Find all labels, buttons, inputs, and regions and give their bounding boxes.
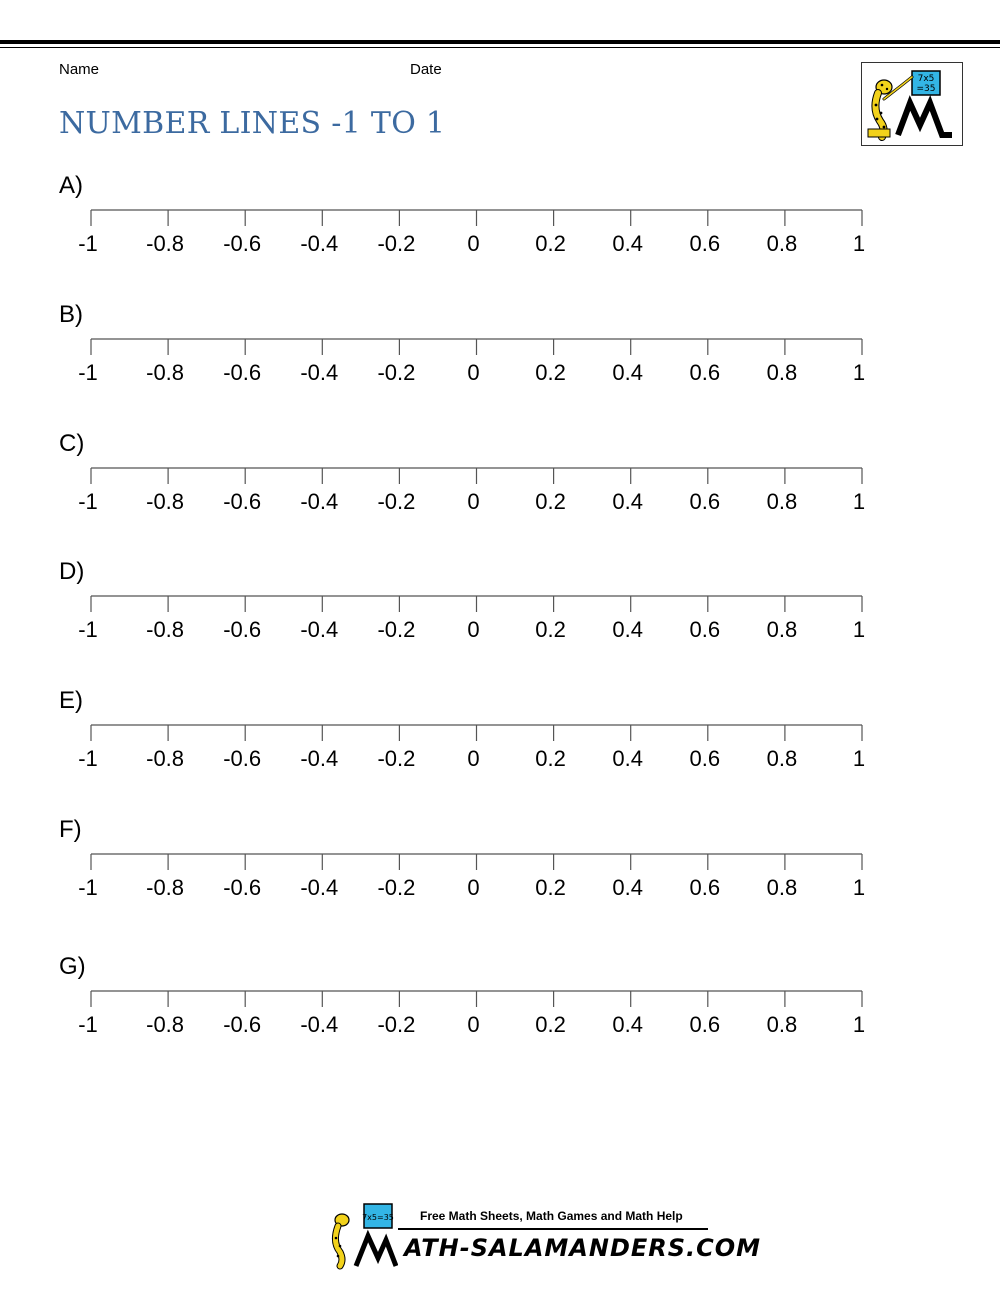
footer [326, 1200, 762, 1270]
tick-label: 0.8 [766, 617, 798, 642]
problem-label: G) [59, 953, 86, 980]
tick-label: -0.2 [377, 746, 416, 771]
problem-3 [0, 430, 1000, 520]
tick-label: 0.2 [535, 875, 566, 900]
tick-label: -0.2 [377, 489, 416, 514]
tick-label: 0.2 [535, 489, 566, 514]
footer-divider [398, 1228, 708, 1230]
tick-label: -0.6 [223, 1012, 262, 1037]
tick-label: 0.8 [766, 360, 798, 385]
tick-label: -0.2 [377, 617, 416, 642]
problem-label: C) [59, 430, 85, 457]
tick-label: 0 [467, 231, 480, 256]
tick-label: -0.6 [223, 489, 262, 514]
tick-label: 0.6 [689, 875, 721, 900]
tick-label: 0 [467, 1012, 480, 1037]
problem-2 [0, 301, 1000, 391]
number-line [0, 301, 1000, 391]
tick-label: -0.4 [300, 489, 339, 514]
tick-label: 1 [852, 875, 866, 900]
tick-label: 0.6 [689, 617, 721, 642]
footer-site-name: ATH-SALAMANDERS.COM [404, 1234, 762, 1262]
problem-6 [0, 816, 1000, 906]
number-line [0, 558, 1000, 648]
tick-label: -0.2 [377, 360, 416, 385]
footer-tagline: Free Math Sheets, Math Games and Math Help [420, 1209, 683, 1223]
problem-label: E) [59, 687, 83, 714]
tick-label: 0 [467, 360, 480, 385]
tick-label: -0.8 [146, 746, 185, 771]
tick-label: -1 [78, 360, 98, 385]
top-rule-thick [0, 40, 1000, 44]
logo-board-text-2: =35 [916, 84, 936, 94]
problem-4 [0, 558, 1000, 648]
problem-label: B) [59, 301, 83, 328]
tick-label: -1 [78, 746, 98, 771]
problem-1 [0, 172, 1000, 262]
footer-board-text: 7x5=35 [362, 1213, 394, 1222]
tick-label: 0 [467, 617, 480, 642]
tick-label: -0.6 [223, 617, 262, 642]
number-line [0, 687, 1000, 777]
tick-label: 0.2 [535, 231, 566, 256]
number-line [0, 172, 1000, 262]
tick-label: 1 [852, 360, 866, 385]
tick-label: -1 [78, 231, 98, 256]
tick-label: 0 [467, 746, 480, 771]
tick-label: 0.8 [766, 231, 798, 256]
tick-label: -0.8 [146, 231, 185, 256]
tick-label: 1 [852, 231, 866, 256]
problem-5 [0, 687, 1000, 777]
number-line [0, 816, 1000, 906]
tick-label: 0.4 [612, 231, 643, 256]
tick-label: -0.6 [223, 875, 262, 900]
problem-label: D) [59, 558, 85, 585]
tick-label: -0.2 [377, 875, 416, 900]
tick-label: -1 [78, 489, 98, 514]
tick-label: -0.6 [223, 231, 262, 256]
tick-label: 0.6 [689, 1012, 721, 1037]
problem-label: F) [59, 816, 82, 843]
tick-label: 0.2 [535, 617, 566, 642]
tick-label: 0.4 [612, 746, 643, 771]
tick-label: 0.4 [612, 617, 643, 642]
tick-label: -1 [78, 617, 98, 642]
tick-label: 0.8 [766, 489, 798, 514]
tick-label: 0 [467, 489, 480, 514]
tick-label: -0.2 [377, 231, 416, 256]
tick-label: 0.6 [689, 360, 721, 385]
tick-label: 0.8 [766, 875, 798, 900]
tick-label: 0.8 [766, 1012, 798, 1037]
tick-label: 0.2 [535, 360, 566, 385]
tick-label: 0.4 [612, 360, 643, 385]
tick-label: -1 [78, 1012, 98, 1037]
tick-label: -0.4 [300, 1012, 339, 1037]
tick-label: 0 [467, 875, 480, 900]
tick-label: 0.6 [689, 746, 721, 771]
tick-label: 0.4 [612, 489, 643, 514]
tick-label: -1 [78, 875, 98, 900]
logo-board-text-1: 7x5 [917, 74, 935, 84]
top-rule-thin [0, 47, 1000, 48]
tick-label: -0.4 [300, 617, 339, 642]
tick-label: 1 [852, 489, 866, 514]
tick-label: -0.4 [300, 231, 339, 256]
tick-label: -0.8 [146, 1012, 185, 1037]
problem-7 [0, 953, 1000, 1043]
date-label: Date [410, 61, 442, 78]
tick-label: -0.4 [300, 360, 339, 385]
tick-label: 0.2 [535, 1012, 566, 1037]
tick-label: -0.4 [300, 746, 339, 771]
tick-label: 0.8 [766, 746, 798, 771]
tick-label: 0.6 [689, 231, 721, 256]
number-line [0, 430, 1000, 520]
tick-label: 0.2 [535, 746, 566, 771]
tick-label: -0.2 [377, 1012, 416, 1037]
salamander-teacher-icon [862, 63, 962, 145]
problem-label: A) [59, 172, 83, 199]
tick-label: 0.6 [689, 489, 721, 514]
number-line [0, 953, 1000, 1043]
tick-label: -0.8 [146, 489, 185, 514]
tick-label: 1 [852, 617, 866, 642]
tick-label: -0.6 [223, 746, 262, 771]
tick-label: -0.6 [223, 360, 262, 385]
tick-label: 1 [852, 1012, 866, 1037]
tick-label: 1 [852, 746, 866, 771]
tick-label: 0.4 [612, 1012, 643, 1037]
tick-label: -0.8 [146, 617, 185, 642]
name-label: Name [59, 61, 100, 78]
tick-label: -0.4 [300, 875, 339, 900]
footer-salamander-icon [326, 1200, 398, 1270]
tick-label: 0.4 [612, 875, 643, 900]
page-title: NUMBER LINES -1 TO 1 [59, 106, 446, 141]
salamander-logo [861, 62, 963, 146]
tick-label: -0.8 [146, 875, 185, 900]
tick-label: -0.8 [146, 360, 185, 385]
